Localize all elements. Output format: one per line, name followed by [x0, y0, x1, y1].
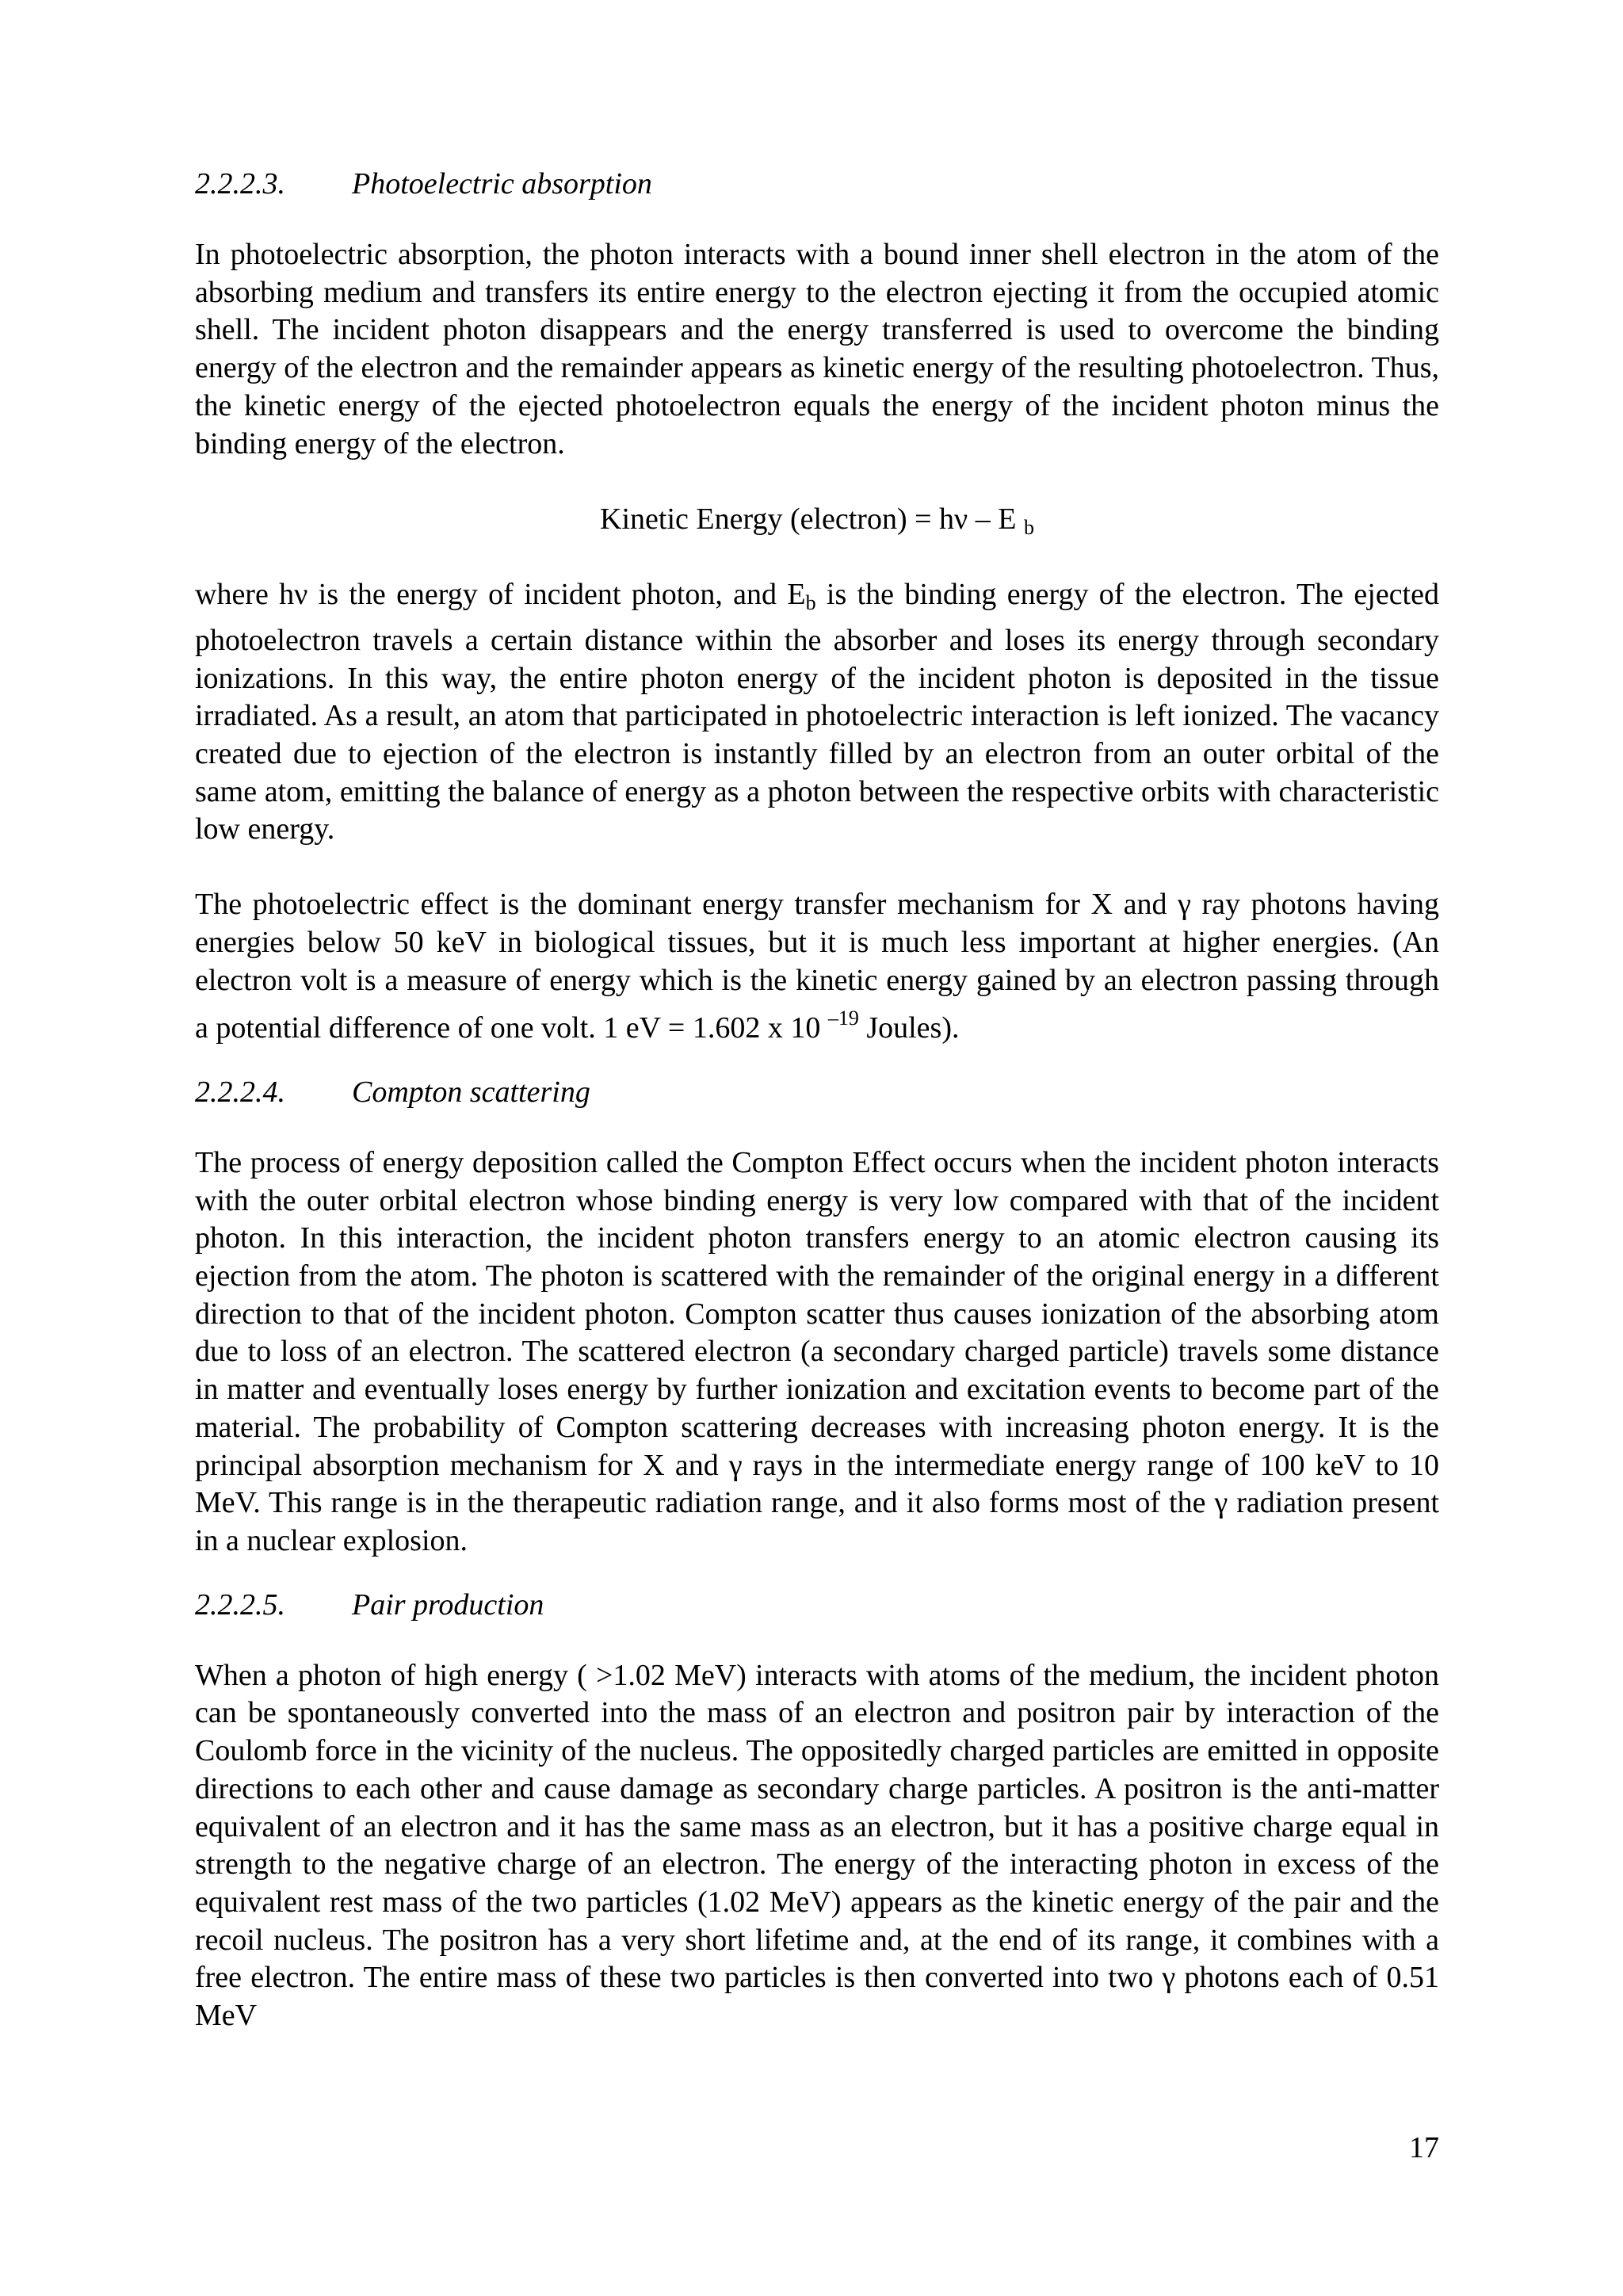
paragraph-text-rest: is the binding energy of the electron. The ejected photoelectron travels a certain distance within the absorber and loses its energy through secondary ionizations. In this way, the entire photon energy of the incident photon is deposited in the tissue irradiated. As a result, an atom that participated in photoelectric interaction is left ionized. The vacancy created due to ejection of the electron is instantly filled by an electron from an outer orbital of the same atom, emitting the balance of energy as a photon between the respective orbits with characteristic low energy. [195, 578, 1439, 846]
paragraph-text-start: The photoelectric effect is the dominant energy transfer mechanism for X and γ ray photons having energies below 50 keV in biological tissues, but it is much less important at higher energies. (An electron volt is a measure of energy which is the kinetic energy gained by an electron passing through a potential difference of one volt. 1 eV = 1.602 x 10 [195, 888, 1439, 1045]
section-number: 2.2.2.4. [195, 1075, 285, 1109]
exponent-superscript: –19 [827, 1007, 859, 1030]
section-title: Photoelectric absorption [352, 167, 652, 201]
paragraph-pair-production: When a photon of high energy ( >1.02 MeV) interacts with atoms of the medium, the incident photon can be spontaneously converted into the mass of an electron and positron pair by interaction of the Coulomb force in the vicinity of the nucleus. The oppositedly charged particles are emitted in opposite directions to each other and cause damage as secondary charge particles. A positron is the anti-matter equivalent of an electron and it has the same mass as an electron, but it has a positive charge equal in strength to the negative charge of an electron. The energy of the interacting photon in excess of the equivalent rest mass of the two particles (1.02 MeV) appears as the kinetic energy of the pair and the recoil nucleus. The positron has a very short lifetime and, at the end of its range, it combines with a free electron. The entire mass of these two particles is then converted into two γ photons each of 0.51 MeV [195, 1658, 1439, 2033]
binding-energy-subscript: b [805, 591, 816, 615]
section-heading-photoelectric [195, 165, 1439, 203]
equation-subscript: b [1023, 516, 1034, 540]
document-page [195, 165, 1439, 2035]
paragraph-text-end: Joules). [858, 1011, 960, 1045]
section-heading-pair-production [195, 1586, 1439, 1624]
page-number: 17 [1409, 2131, 1439, 2164]
paragraph-text-start: where hν is the energy of incident photon, and E [195, 578, 806, 612]
kinetic-energy-equation [195, 500, 1439, 547]
paragraph-photoelectric-intro: In photoelectric absorption, the photon interacts with a bound inner shell electron in the atom of the absorbing medium and transfers its entire energy to the electron ejecting it from the occupied atomic shell. The incident photon disappears and the energy transferred is used to overcome the binding energy of the electron and the remainder appears as kinetic energy of the resulting photoelectron. Thus, the kinetic energy of the ejected photoelectron equals the energy of the incident photon minus the binding energy of the electron. [195, 238, 1439, 460]
section-heading-compton [195, 1073, 1439, 1111]
section-number: 2.2.2.3. [195, 167, 285, 201]
equation-main: Kinetic Energy (electron) = hν – E [600, 502, 1017, 537]
paragraph-photoelectric-dominance [195, 886, 1439, 1048]
section-title: Compton scattering [352, 1075, 590, 1109]
paragraph-compton: The process of energy deposition called the Compton Effect occurs when the incident photon interacts with the outer orbital electron whose binding energy is very low compared with that of the incident photon. In this interaction, the incident photon transfers energy to an atomic electron causing its ejection from the atom. The photon is scattered with the remainder of the original energy in a different direction to that of the incident photon. Compton scatter thus causes ionization of the absorbing atom due to loss of an electron. The scattered electron (a secondary charged particle) travels some distance in matter and eventually loses energy by further ionization and excitation events to become part of the material. The probability of Compton scattering decreases with increasing photon energy. It is the principal absorption mechanism for X and γ rays in the intermediate energy range of 100 keV to 10 MeV. This range is in the therapeutic radiation range, and it also forms most of the γ radiation present in a nuclear explosion. [195, 1145, 1439, 1557]
section-title: Pair production [352, 1587, 544, 1622]
paragraph-photoelectric-detail [195, 576, 1439, 849]
section-number: 2.2.2.5. [195, 1587, 285, 1622]
